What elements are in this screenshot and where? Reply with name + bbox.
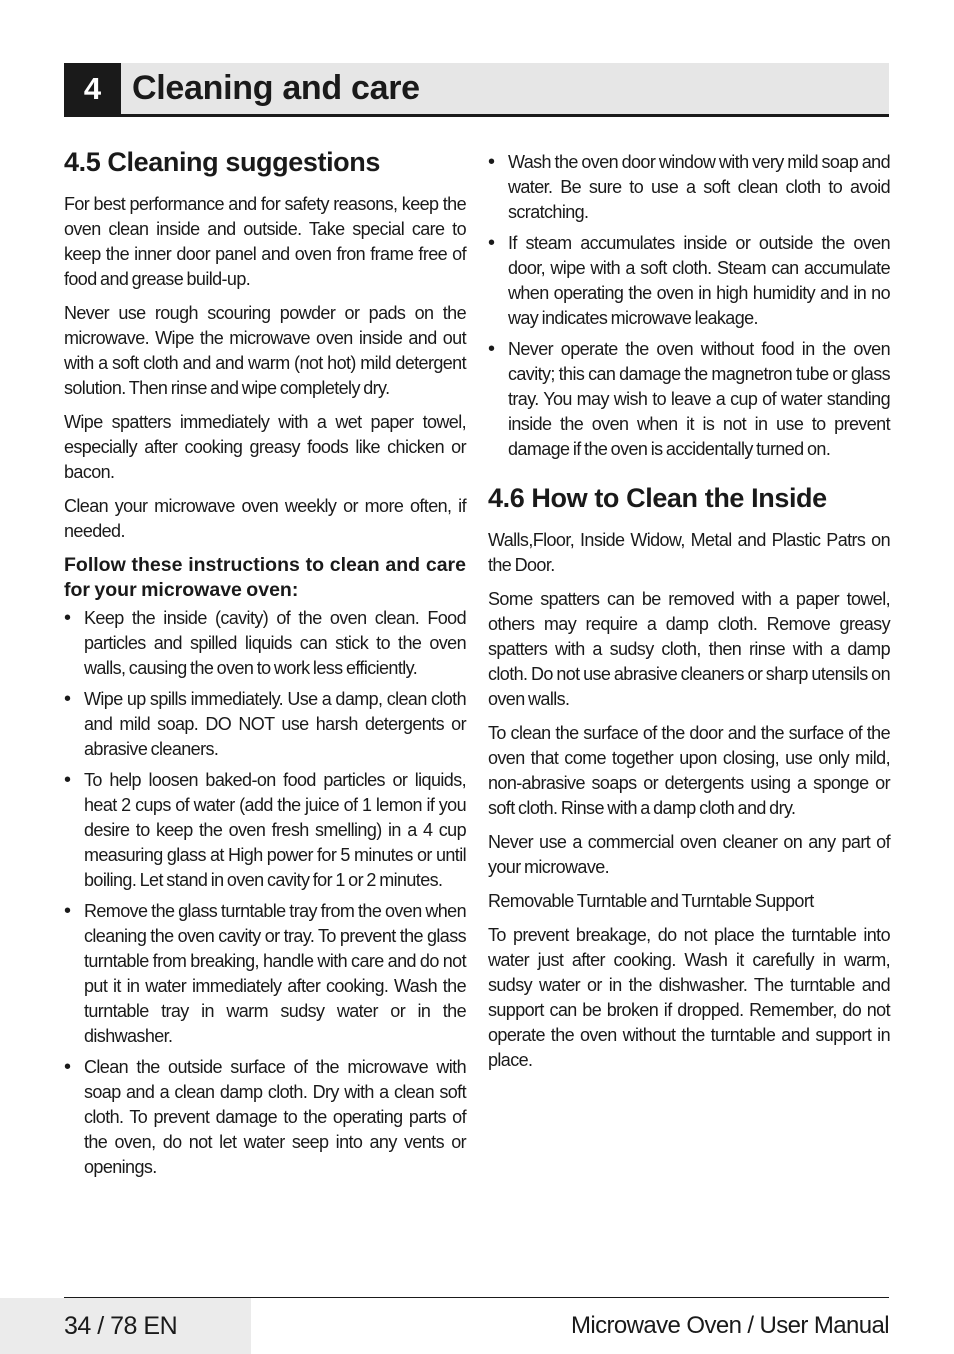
list-item-text: Wash the oven door window with very mild soap and water. Be sure to use a soft clean cloth to avoid scratching.: [508, 152, 890, 222]
list-item: [64, 687, 466, 762]
list-item-text: Remove the glass turntable tray from the oven when cleaning the oven cavity or tray. To prevent the glass turntable from breaking, handle with care and do not put it in water immediately after cooking. Wash the turntable tray in warm sudsy water or in the dishwasher.: [84, 901, 466, 1047]
list-item-text: To help loosen baked-on food particles or liquids, heat 2 cups of water (add the juice of 1 lemon if you desire to keep the oven fresh smelling) in a 4 cup measuring glass at High power for 5 minutes or until boiling. Let stand in oven cavity for 1 or 2 minutes.: [84, 770, 466, 891]
paragraph: To clean the surface of the door and the surface of the oven that come together upon closing, use only mild, non-abrasive soaps or detergents using a sponge or soft cloth. Rinse with a damp cloth and dry.: [488, 723, 890, 819]
chapter-number: 4: [64, 63, 121, 114]
chapter-header: [64, 63, 889, 117]
paragraph: Never use a commercial oven cleaner on any part of your microwave.: [488, 832, 890, 878]
care-bullet-list: [488, 150, 890, 462]
list-item-text: Wipe up spills immediately. Use a damp, clean cloth and mild soap. DO NOT use harsh detergents or abrasive cleaners.: [84, 689, 466, 760]
list-item: [64, 1055, 466, 1180]
left-column: [64, 146, 466, 1186]
bullet-icon: •: [488, 338, 495, 360]
list-item: [64, 899, 466, 1049]
paragraph: Never use rough scouring powder or pads on the microwave. Wipe the microwave oven inside and out with a soft cloth and and warm (not hot) mild detergent solution. Then rinse and wipe completely dry.: [64, 303, 466, 399]
list-item-text: Clean the outside surface of the microwave with soap and a clean damp cloth. Dry with a clean soft cloth. To prevent damage to the operating parts of the oven, do not let water seep into any vents or openings.: [84, 1057, 466, 1178]
document-title: Microwave Oven / User Manual: [571, 1312, 889, 1339]
chapter-title: Cleaning and care: [132, 69, 420, 107]
instructions-heading: Follow these instructions to clean and care for your microwave oven:: [64, 554, 466, 602]
bullet-icon: •: [64, 688, 71, 711]
section-title-clean-inside: 4.6 How to Clean the Inside: [488, 483, 827, 513]
list-item-text: Keep the inside (cavity) of the oven clean. Food particles and spilled liquids can stick to the oven walls, causing the oven to work less efficiently.: [84, 608, 466, 679]
list-item: [488, 337, 890, 462]
list-item-text: Never operate the oven without food in the oven cavity; this can damage the magnetron tube or glass tray. You may wish to leave a cup of water standing inside the oven when it is not in use to prevent damage if the oven is accidentally turned on.: [508, 339, 890, 459]
list-item: [64, 606, 466, 681]
cleaning-bullet-list: [64, 606, 466, 1180]
paragraph: Clean your microwave oven weekly or more often, if needed.: [64, 496, 466, 542]
bullet-icon: •: [64, 607, 71, 630]
bullet-icon: •: [488, 151, 495, 173]
bullet-icon: •: [64, 1056, 71, 1079]
paragraph: Some spatters can be removed with a paper towel, others may require a damp cloth. Remove greasy spatters with a sudsy cloth, then rinse with a damp cloth. Do not use abrasive cleaners or sharp utensils on oven walls.: [488, 589, 890, 710]
bullet-icon: •: [64, 769, 71, 792]
page-number: 34 / 78 EN: [64, 1312, 178, 1340]
paragraph: To prevent breakage, do not place the turntable into water just after cooking. Wash it carefully in warm, sudsy water or in the dishwasher. The turntable and support can be broken if dropped. Remember, do not operate the oven without the turntable and support in place.: [488, 925, 890, 1071]
section-title-cleaning-suggestions: 4.5 Cleaning suggestions: [64, 147, 380, 177]
bullet-icon: •: [64, 900, 71, 923]
list-item-text: If steam accumulates inside or outside the oven door, wipe with a soft cloth. Steam can accumulate when operating the oven in high humidity and in no way indicates microwave leakage.: [508, 233, 890, 328]
paragraph: For best performance and for safety reasons, keep the oven clean inside and outside. Take special care to keep the inner door panel and oven fron frame free of food and grease build-up.: [64, 194, 466, 290]
list-item: [64, 768, 466, 893]
bullet-icon: •: [488, 232, 495, 254]
paragraph: Removable Turntable and Turntable Support: [488, 891, 814, 912]
list-item: [488, 231, 890, 331]
paragraph: Walls,Floor, Inside Widow, Metal and Plastic Patrs on the Door.: [488, 530, 890, 576]
paragraph: Wipe spatters immediately with a wet paper towel, especially after cooking greasy foods like chicken or bacon.: [64, 412, 466, 483]
list-item: [488, 150, 890, 225]
right-column: [488, 150, 890, 1082]
